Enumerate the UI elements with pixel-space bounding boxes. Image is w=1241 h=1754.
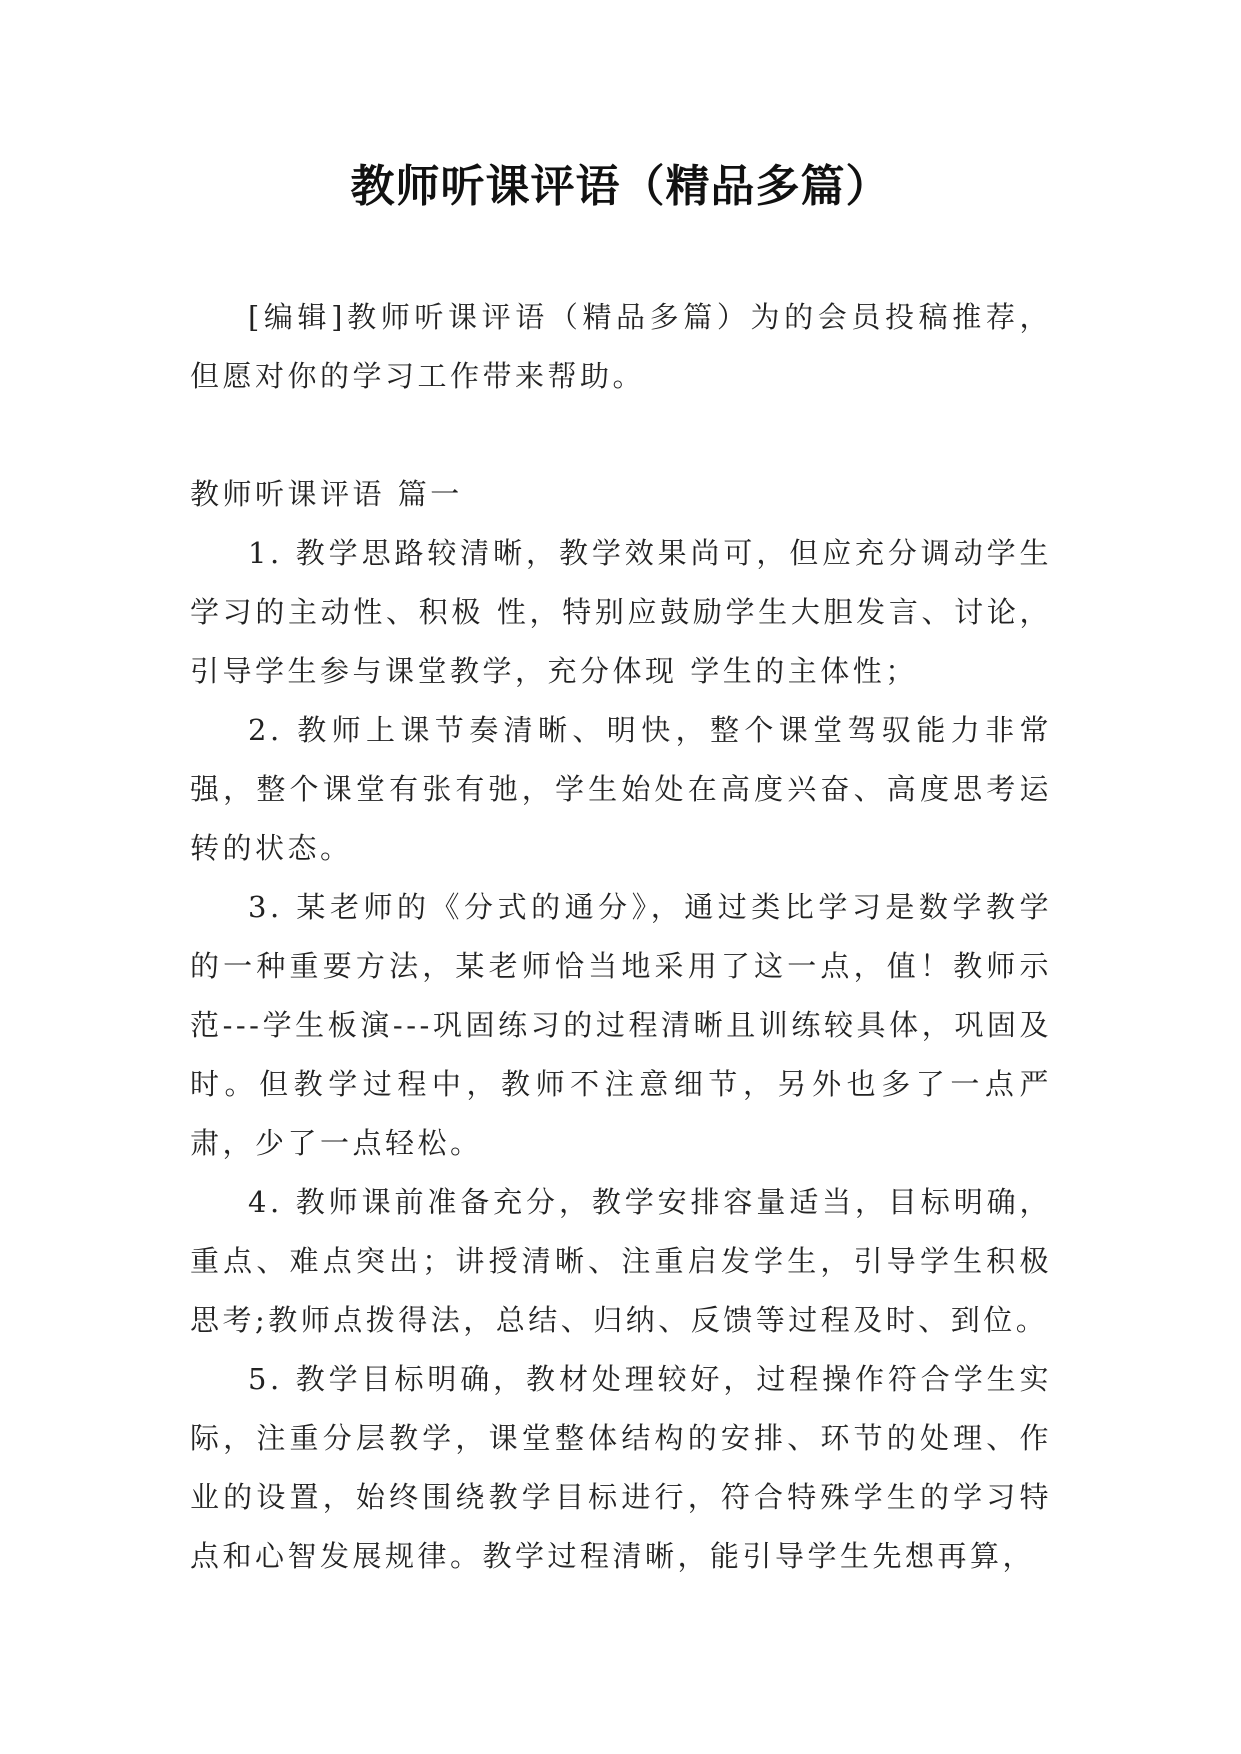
document-title: 教师听课评语（精品多篇） xyxy=(350,161,891,212)
list-item-3: 3. 某老师的《分式的通分》，通过类比学习是数学教学的一种重要方法，某老师恰当地采用了这一点，值！教师示范---学生板演---巩固练习的过程清晰且训练较具体，巩固及时。但教学过程中，教师不注意细节，另外也多了一点严肃，少了一点轻松。 xyxy=(190,890,1052,1160)
list-item-4: 4. 教师课前准备充分，教学安排容量适当，目标明确，重点、难点突出；讲授清晰、注重启发学生，引导学生积极思考;教师点拨得法，总结、归纳、反馈等过程及时、到位。 xyxy=(190,1185,1052,1337)
intro-paragraph: [编辑]教师听课评语（精品多篇）为的会员投稿推荐，但愿对你的学习工作带来帮助。 xyxy=(190,300,1052,393)
section-heading: 教师听课评语 篇一 xyxy=(190,477,463,511)
list-item-1: 1. 教学思路较清晰，教学效果尚可，但应充分调动学生学习的主动性、积极 性，特别应鼓励学生大胆发言、讨论，引导学生参与课堂教学，充分体现 学生的主体性； xyxy=(190,536,1052,688)
document-body xyxy=(190,288,1052,1586)
paragraph-spacer xyxy=(190,406,1052,465)
list-item-5: 5. 教学目标明确，教材处理较好，过程操作符合学生实际，注重分层教学，课堂整体结构的安排、环节的处理、作业的设置，始终围绕教学目标进行，符合特殊学生的学习特点和心智发展规律。教学过程清晰，能引导学生先想再算， xyxy=(190,1362,1052,1573)
list-item-2: 2. 教师上课节奏清晰、明快，整个课堂驾驭能力非常强，整个课堂有张有弛，学生始处在高度兴奋、高度思考运转的状态。 xyxy=(190,713,1052,865)
